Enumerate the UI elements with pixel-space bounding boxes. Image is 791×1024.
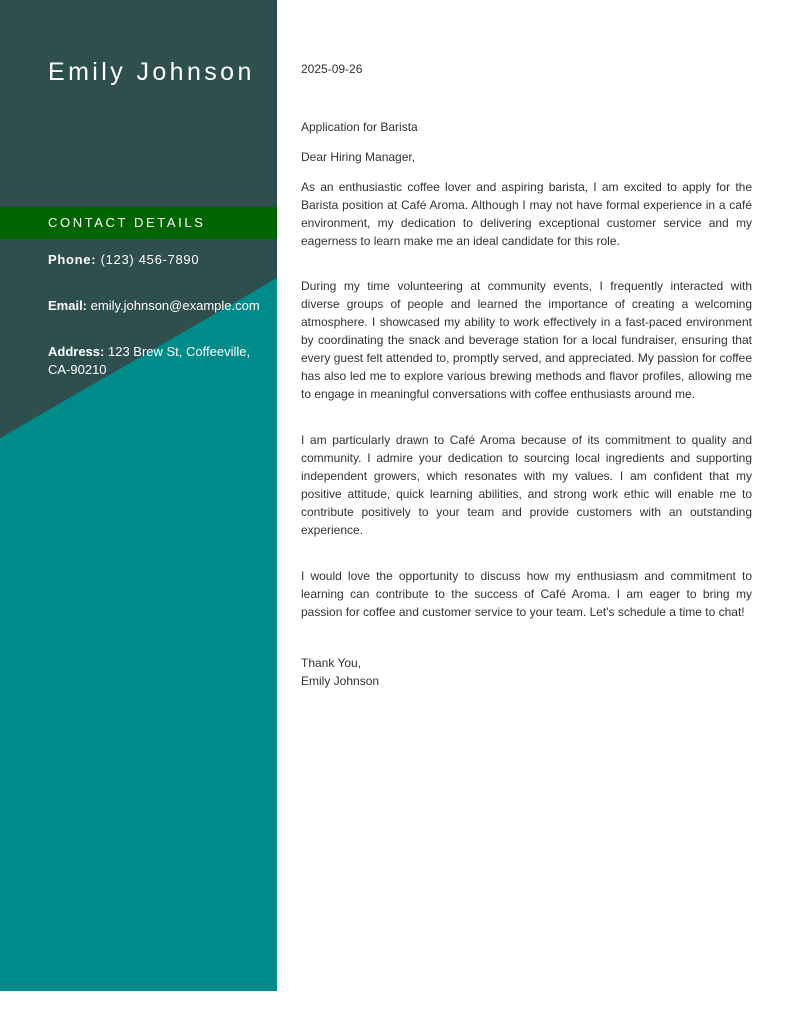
letter-subject: Application for Barista bbox=[301, 120, 418, 134]
contact-details-band bbox=[0, 207, 277, 239]
phone-label: Phone: bbox=[48, 252, 97, 267]
email-label: Email: bbox=[48, 298, 88, 313]
phone-value: (123) 456-7890 bbox=[100, 252, 200, 267]
letter-paragraph-1: As an enthusiastic coffee lover and aspiring barista, I am excited to apply for the Barista position at Café Aroma. Although I may not have formal experience in a café environment, my dedication to delivering exceptional customer service and my eagerness to learn make me an ideal candidate for this role. bbox=[301, 180, 752, 248]
letter-closing: Thank You, bbox=[301, 656, 362, 670]
contact-email bbox=[48, 297, 270, 315]
letter-paragraph-2: During my time volunteering at community events, I frequently interacted with diverse groups of people and learned the importance of creating a welcoming atmosphere. I showcased my ability to work effectively in a fast-paced environment by coordinating the snack and beverage station for a local fundraiser, ensuring that every guest felt attended to, promptly served, and appreciated. My passion for coffee has also led me to explore various brewing methods and flavor profiles, allowing me to engage in meaningful conversations with coffee enthusiasts around me. bbox=[301, 279, 752, 401]
sidebar-background bbox=[0, 0, 277, 991]
contact-phone bbox=[48, 251, 270, 269]
contact-details-heading: CONTACT DETAILS bbox=[48, 215, 206, 230]
address-value: 123 Brew St, Coffeeville, CA-90210 bbox=[48, 344, 251, 377]
contact-address bbox=[48, 343, 270, 379]
letter-paragraph-4: I would love the opportunity to discuss how my enthusiasm and commitment to learning can contribute to the success of Café Aroma. I am eager to bring my passion for coffee and customer service to your team. Let's schedule a time to chat! bbox=[301, 569, 752, 619]
sidebar bbox=[0, 0, 277, 991]
letter-signature: Emily Johnson bbox=[301, 674, 380, 688]
address-label: Address: bbox=[48, 344, 105, 359]
letter-date: 2025-09-26 bbox=[301, 62, 363, 76]
letter-paragraph-3: I am particularly drawn to Café Aroma because of its commitment to quality and community. I admire your dedication to sourcing local ingredients and supporting independent growers, which resonates with my values. I am confident that my positive attitude, quick learning abilities, and strong work ethic will enable me to contribute positively to your team and provide customers with an outstanding experience. bbox=[301, 433, 752, 537]
sender-name: Emily Johnson bbox=[48, 58, 255, 86]
letter-greeting: Dear Hiring Manager, bbox=[301, 150, 416, 164]
letter-closing-block bbox=[301, 654, 752, 690]
email-value: emily.johnson@example.com bbox=[90, 298, 260, 313]
